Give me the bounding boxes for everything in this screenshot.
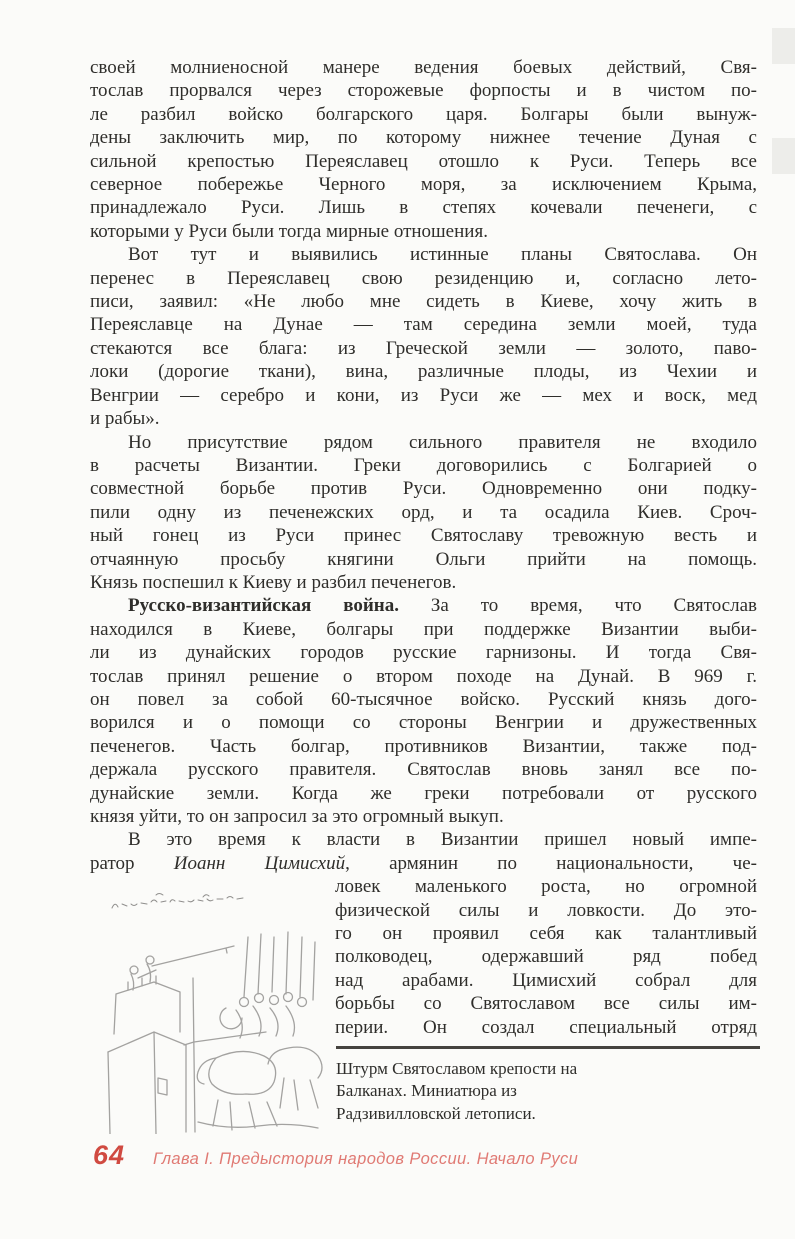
text-line: ный гонец из Руси принес Святославу тревожную весть и: [90, 525, 757, 547]
text-span: ратор: [90, 852, 174, 874]
text-line: отчаянную просьбу княгини Ольги прийти на помощь.: [90, 548, 757, 570]
text-line: Вот тут и выявились истинные планы Святослава. Он: [128, 244, 757, 266]
text-span: , армянин по национальности, че-: [345, 852, 757, 874]
text-line: тослав принял решение о втором походе на Дунай. В 969 г.: [90, 665, 757, 687]
text-line: ворился и о помощи со стороны Венгрии и дружественных: [90, 712, 757, 734]
text-line: стекаются все блага: из Греческой земли — золото, паво-: [90, 337, 757, 359]
text-line: сильной крепостью Переяславец отошло к Руси. Теперь все: [90, 150, 757, 172]
miniature-figure: [98, 882, 326, 1134]
fortress-tower: [108, 946, 234, 1134]
text-line: дунайские земли. Когда же греки потребовали от русского: [90, 782, 757, 804]
text-line: держала русского правителя. Святослав вновь занял все по-: [90, 759, 757, 781]
attacking-riders: [184, 932, 322, 1130]
text-line: Переяславце на Дунае — там середина земли моей, туда: [90, 314, 757, 336]
page-footer: [93, 1140, 733, 1171]
text-line: ловек маленького роста, но огромной: [335, 876, 757, 898]
caption-line: Балканах. Миниатюра из: [336, 1081, 517, 1100]
text-line: го он проявил себя как талантливый: [335, 923, 757, 945]
text-line: борьбы со Святославом все силы им-: [335, 993, 757, 1015]
text-line: ле разбил войско болгарского царя. Болгары были вынуж-: [90, 103, 757, 125]
text-line: принадлежало Руси. Лишь в степях кочевали печенеги, с: [90, 197, 757, 219]
text-line: Но присутствие рядом сильного правителя не входило: [128, 431, 757, 453]
miniature-illustration: [98, 882, 326, 1134]
caption-line: Штурм Святославом крепости на: [336, 1058, 578, 1078]
text-line: [90, 852, 757, 875]
text-line: локи (дорогие ткани), вина, различные плоды, из Чехии и: [90, 361, 757, 383]
text-line: пили одну из печенежских орд, и та осадила Киев. Сроч-: [90, 501, 757, 523]
text-line: перенес в Переяславец свою резиденцию и, согласно лето-: [90, 267, 757, 289]
text-line: он повел за собой 60-тысячное войско. Русский князь дого-: [90, 688, 757, 710]
text-line: совместной борьбе против Руси. Одновременно они подку-: [90, 478, 757, 500]
text-line: Князь поспешил к Киеву и разбил печенегов.: [90, 571, 457, 593]
text-line: над арабами. Цимисхий собрал для: [335, 969, 757, 991]
caption-line: Радзивилловской летописи.: [336, 1103, 536, 1123]
text-line: находился в Киеве, болгары при поддержке Византии выби-: [90, 618, 757, 640]
text-line: полководец, одержавший ряд побед: [335, 946, 757, 968]
text-line: северное побережье Черного моря, за исключением Крыма,: [90, 174, 757, 196]
text-line: которыми у Руси были тогда мирные отношения.: [90, 220, 488, 242]
scan-edge-artifact: [772, 28, 795, 64]
chapter-title: Глава I. Предыстория народов России. Начало Руси: [153, 1150, 579, 1168]
text-line: физической силы и ловкости. До это-: [335, 899, 757, 921]
text-line: перии. Он создал специальный отряд: [335, 1016, 757, 1038]
caption-divider: [336, 1046, 760, 1049]
text-line: писи, заявил: «Не любо мне сидеть в Киеве, хочу жить в: [90, 291, 757, 313]
text-line: [90, 594, 757, 617]
text-line: князя уйти, то он запросил за это огромный выкуп.: [90, 806, 504, 827]
text-line: дены заключить мир, по которому нижнее течение Дуная с: [90, 127, 757, 149]
figure-caption: [336, 1046, 760, 1125]
text-line: Венгрии — серебро и кони, из Руси же — мех и воск, мед: [90, 384, 757, 406]
text-line: своей молниеносной манере ведения боевых действий, Свя-: [90, 57, 757, 78]
paragraph-lead-heading: Русско-византийская война.: [128, 595, 399, 617]
text-span: За то время, что Святослав: [398, 595, 757, 617]
text-line: ли из дунайских городов русские гарнизоны. И тогда Свя-: [90, 642, 757, 664]
page-number: 64: [93, 1140, 126, 1170]
scan-edge-artifact: [772, 138, 795, 174]
text-line: В это время к власти в Византии пришел новый импе-: [128, 829, 757, 851]
inscription-scribble: [112, 894, 243, 909]
text-line: и рабы».: [90, 408, 160, 430]
text-line: печенегов. Часть болгар, противников Византии, также под-: [90, 735, 757, 757]
text-line: тослав прорвался через сторожевые форпосты и в чистом по-: [90, 80, 757, 102]
emperor-name-italic: Иоанн Цимисхий: [173, 852, 346, 874]
text-line: в расчеты Византии. Греки договорились с Болгарией о: [90, 454, 757, 476]
